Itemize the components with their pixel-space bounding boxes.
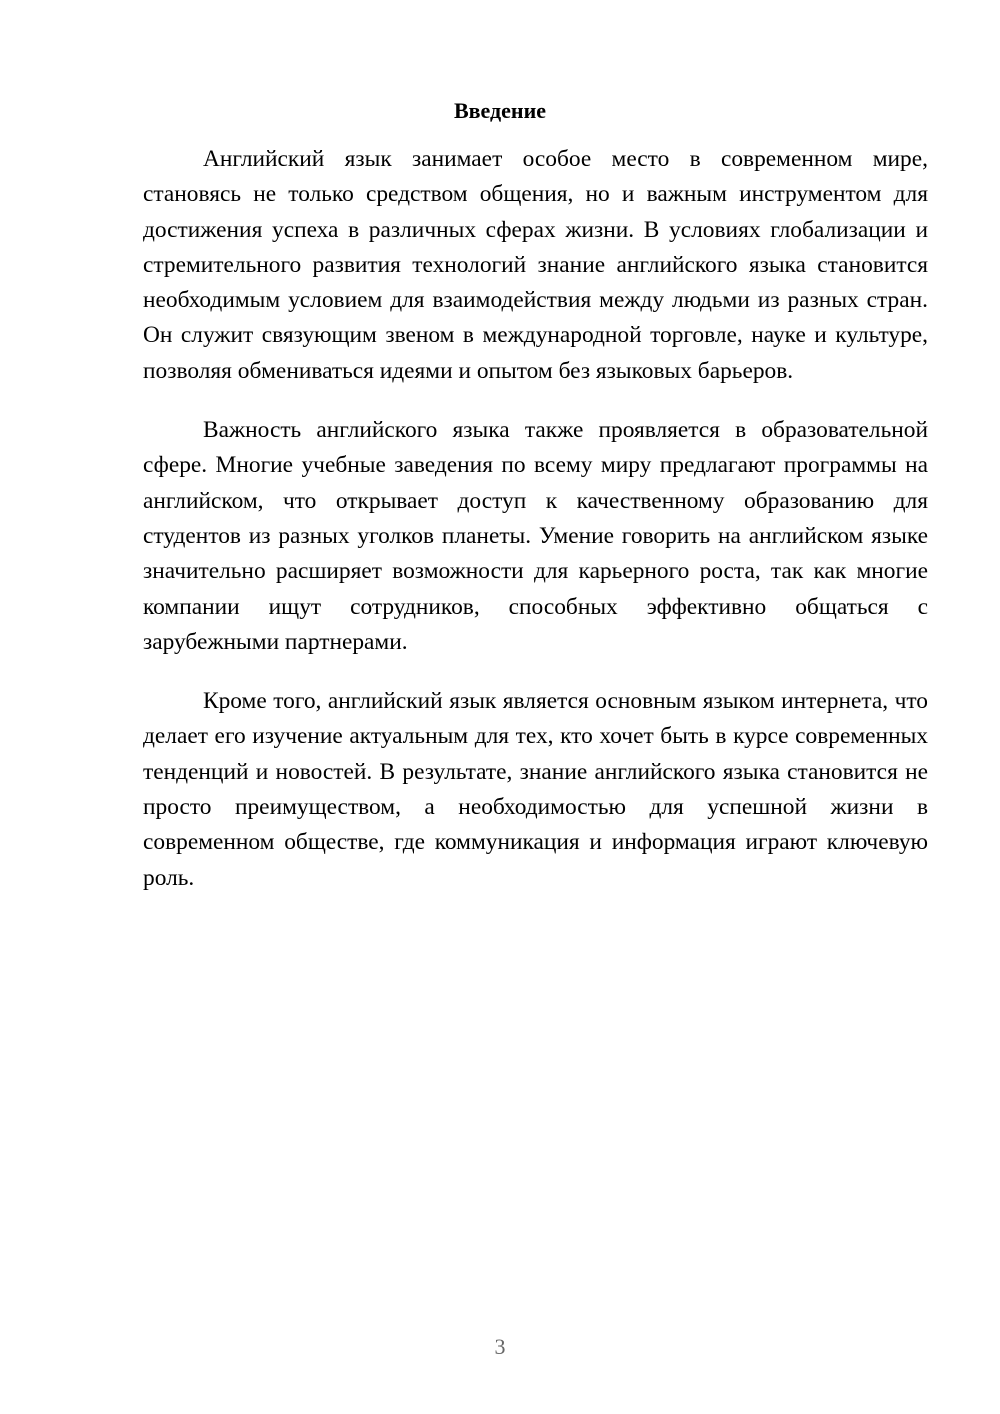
- page-title: Введение: [453, 98, 547, 123]
- page-number: 3: [494, 1334, 506, 1359]
- document-body: [143, 142, 928, 920]
- paragraph-3: Кроме того, английский язык является основным языком интернета, что делает его изучение актуальным для тех, кто хочет быть в курсе современных тенденций и новостей. В результате, знание английского языка становится не просто преимуществом, а необходимостью для успешной жизни в современном обществе, где коммуникация и информация играют ключевую роль.: [143, 688, 928, 891]
- paragraph-2: Важность английского языка также проявляется в образовательной сфере. Многие учебные заведения по всему миру предлагают программы на английском, что открывает доступ к качественному образованию для студентов из разных уголков планеты. Умение говорить на английском языке значительно расширяет возможности для карьерного роста, так как многие компании ищут сотрудников, способных эффективно общаться с зарубежными партнерами.: [143, 417, 928, 655]
- paragraph-1: Английский язык занимает особое место в современном мире, становясь не только средством общения, но и важным инструментом для достижения успеха в различных сферах жизни. В условиях глобализации и стремительного развития технологий знание английского языка становится необходимым условием для взаимодействия между людьми из разных стран. Он служит связующим звеном в международной торговле, науке и культуре, позволяя обмениваться идеями и опытом без языковых барьеров.: [143, 146, 928, 384]
